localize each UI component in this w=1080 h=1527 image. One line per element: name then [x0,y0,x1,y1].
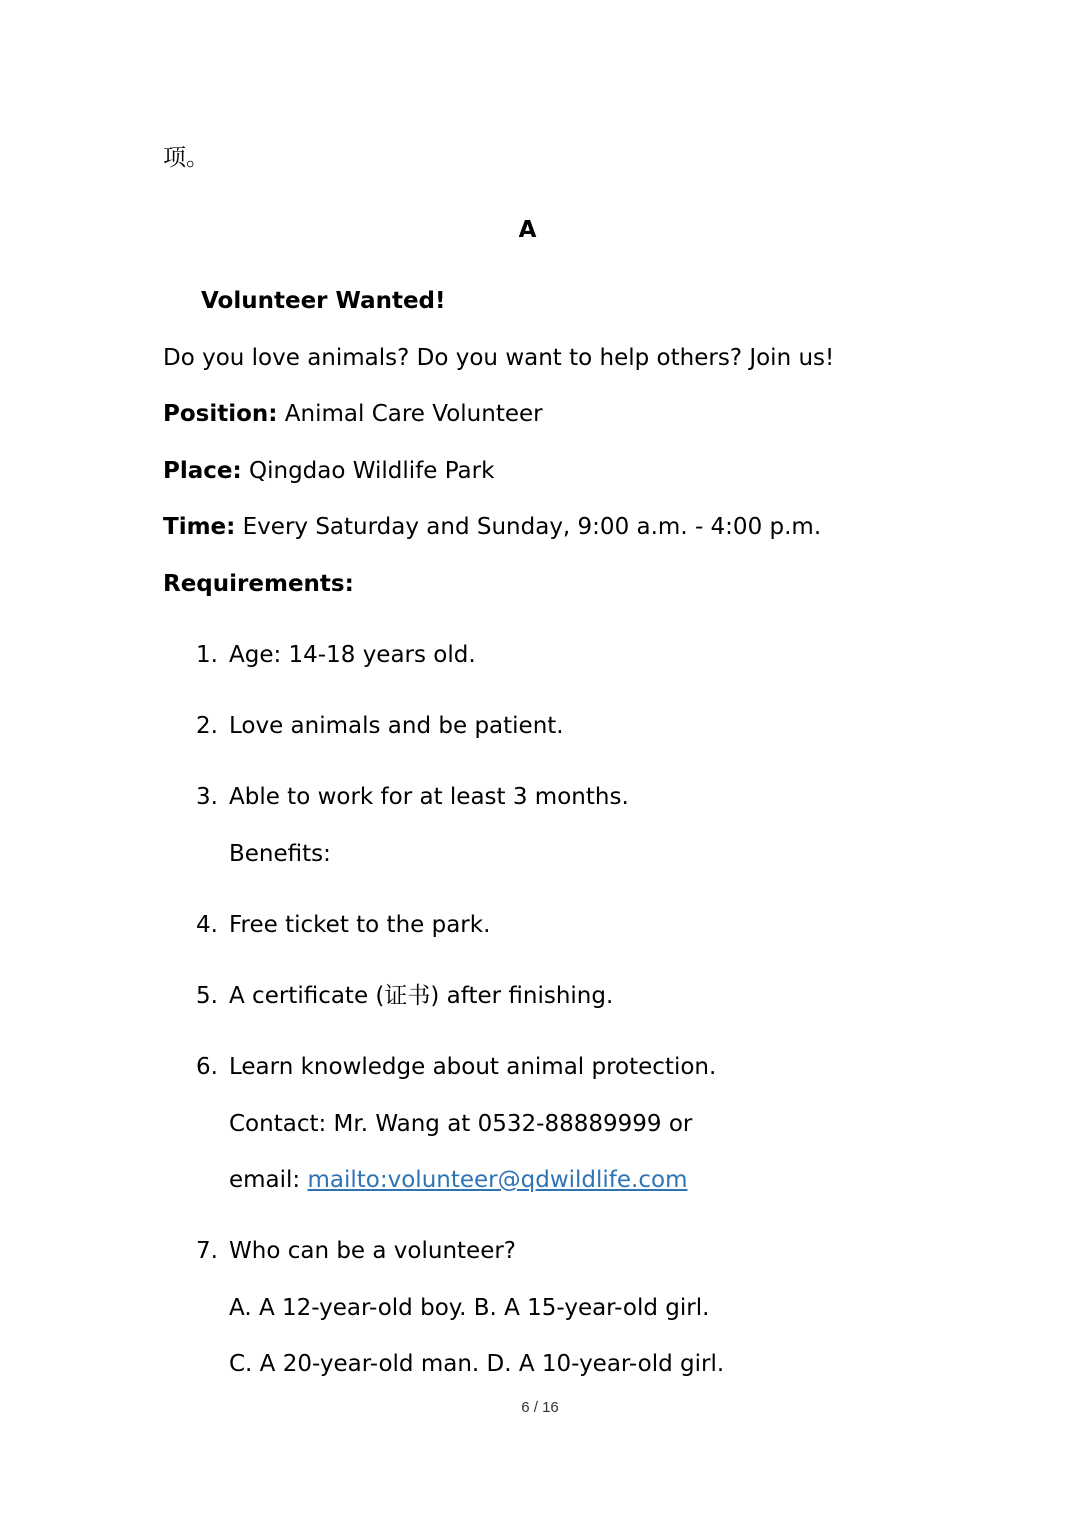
notice-title: Volunteer Wanted! [201,288,446,314]
section-letter: A [518,217,537,243]
list-text: A certificate (证书) after finishing. [229,983,614,1009]
requirements-heading: Requirements: [163,571,354,597]
time-label: Time: [163,514,236,540]
list-number: 1. [196,642,218,668]
place-value: Qingdao Wildlife Park [241,458,495,484]
answer-options-line-2: C. A 20-year-old man. D. A 10-year-old girl. [229,1351,725,1377]
place-line [163,456,494,486]
contact-line: Contact: Mr. Wang at 0532-88889999 or [229,1111,693,1137]
answer-options-line-1: A. A 12-year-old boy. B. A 15-year-old girl. [229,1295,710,1321]
position-value: Animal Care Volunteer [277,401,543,427]
list-text: Able to work for at least 3 months. [229,784,629,810]
email-line [229,1165,687,1195]
time-value: Every Saturday and Sunday, 9:00 a.m. - 4:00 p.m. [235,514,822,540]
email-prefix: email: [229,1167,308,1193]
intro-text: Do you love animals? Do you want to help others? Join us! [163,345,835,371]
time-line [163,512,821,542]
list-number: 4. [196,912,218,938]
position-label: Position: [163,401,278,427]
list-number: 5. [196,983,218,1009]
list-number: 7. [196,1238,218,1264]
list-number: 2. [196,713,218,739]
list-text: Love animals and be patient. [229,713,564,739]
position-line [163,399,543,429]
list-text: Learn knowledge about animal protection. [229,1054,717,1080]
previous-text-fragment: 项。 [163,145,209,171]
list-text: Age: 14-18 years old. [229,642,476,668]
list-number: 6. [196,1054,218,1080]
list-text: Free ticket to the park. [229,912,491,938]
list-number: 3. [196,784,218,810]
place-label: Place: [163,458,242,484]
email-link[interactable]: mailto:volunteer@qdwildlife.com [307,1167,688,1193]
benefits-heading: Benefits: [229,841,331,867]
page-number: 6 / 16 [521,1399,559,1416]
list-text: Who can be a volunteer? [229,1238,517,1264]
